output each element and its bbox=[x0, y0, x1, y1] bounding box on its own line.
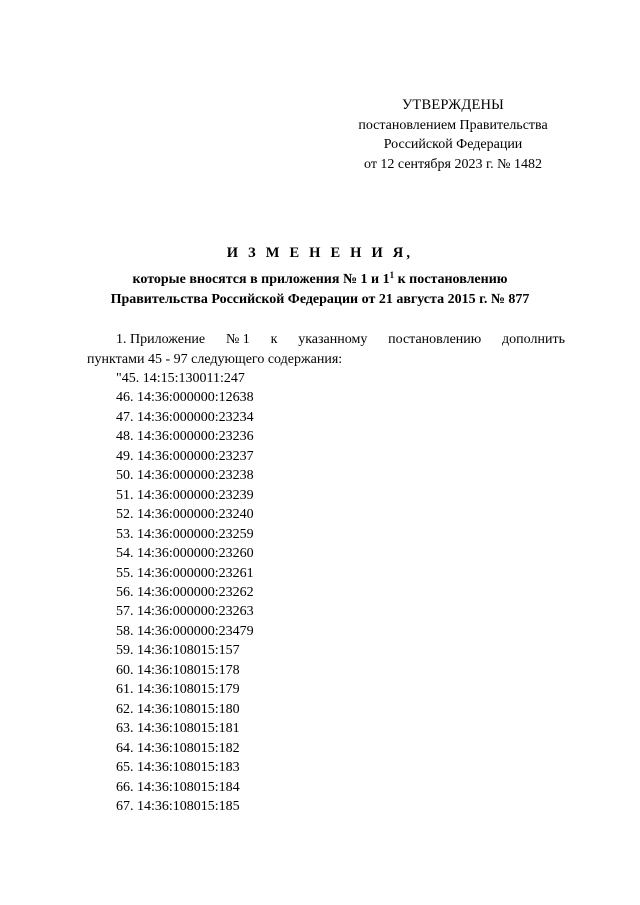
approval-heading: УТВЕРЖДЕНЫ bbox=[401, 97, 505, 113]
approval-line-2: постановлением Правительства bbox=[358, 117, 548, 133]
paragraph-word: № 1 bbox=[225, 332, 250, 347]
paragraph-word: 1. Приложение bbox=[116, 332, 206, 347]
list-item: 67. 14:36:108015:185 bbox=[116, 798, 240, 814]
list-item: 56. 14:36:000000:23262 bbox=[116, 584, 254, 600]
title-block bbox=[60, 243, 580, 309]
approval-stamp bbox=[340, 96, 566, 174]
list-item: "45. 14:15:130011:247 bbox=[116, 371, 245, 386]
list-item: 62. 14:36:108015:180 bbox=[116, 701, 240, 717]
subtitle-superscript: 1 bbox=[389, 270, 395, 280]
list-item: 54. 14:36:000000:23260 bbox=[116, 546, 254, 562]
list-item: 57. 14:36:000000:23263 bbox=[116, 604, 254, 620]
approval-line-3: Российской Федерации bbox=[383, 137, 523, 152]
paragraph-word: постановлению bbox=[388, 332, 482, 347]
paragraph-word: дополнить bbox=[502, 332, 565, 347]
subtitle-line-1-start: которые вносятся в приложения № 1 и 1 bbox=[132, 272, 390, 287]
list-item: 47. 14:36:000000:23234 bbox=[116, 409, 254, 425]
list-item: 60. 14:36:108015:178 bbox=[116, 662, 240, 678]
paragraph-word: к bbox=[270, 332, 278, 347]
list-item: 49. 14:36:000000:23237 bbox=[116, 448, 254, 464]
list-item: 53. 14:36:000000:23259 bbox=[116, 526, 254, 542]
list-item: 61. 14:36:108015:179 bbox=[116, 682, 240, 698]
list-item: 65. 14:36:108015:183 bbox=[116, 760, 240, 776]
approval-line-4: от 12 сентября 2023 г. № 1482 bbox=[364, 156, 542, 172]
list-item: 50. 14:36:000000:23238 bbox=[116, 468, 254, 484]
list-item: 48. 14:36:000000:23236 bbox=[116, 429, 254, 445]
paragraph-1 bbox=[87, 330, 565, 369]
list-item: 51. 14:36:000000:23239 bbox=[116, 487, 254, 503]
list-item: 66. 14:36:108015:184 bbox=[116, 779, 240, 795]
paragraph-line-1 bbox=[87, 330, 565, 350]
paragraph-line-2: пунктами 45 - 97 следующего содержания: bbox=[87, 351, 343, 367]
document-subtitle bbox=[60, 270, 580, 309]
list-item: 55. 14:36:000000:23261 bbox=[116, 565, 254, 581]
list-item: 64. 14:36:108015:182 bbox=[116, 740, 240, 756]
list-item: 59. 14:36:108015:157 bbox=[116, 643, 240, 659]
list-item: 52. 14:36:000000:23240 bbox=[116, 507, 254, 523]
list-item: 63. 14:36:108015:181 bbox=[116, 721, 240, 737]
list-item: 46. 14:36:000000:12638 bbox=[116, 390, 254, 406]
list-item: 58. 14:36:000000:23479 bbox=[116, 623, 254, 639]
document-title: И З М Е Н Е Н И Я, bbox=[226, 245, 414, 261]
subtitle-line-1 bbox=[60, 270, 580, 290]
cadastral-number-list bbox=[116, 369, 254, 816]
paragraph-word: указанному bbox=[298, 332, 368, 347]
subtitle-line-2: Правительства Российской Федерации от 21 августа 2015 г. № 877 bbox=[110, 291, 530, 307]
subtitle-line-1-end: к постановлению bbox=[394, 272, 508, 287]
